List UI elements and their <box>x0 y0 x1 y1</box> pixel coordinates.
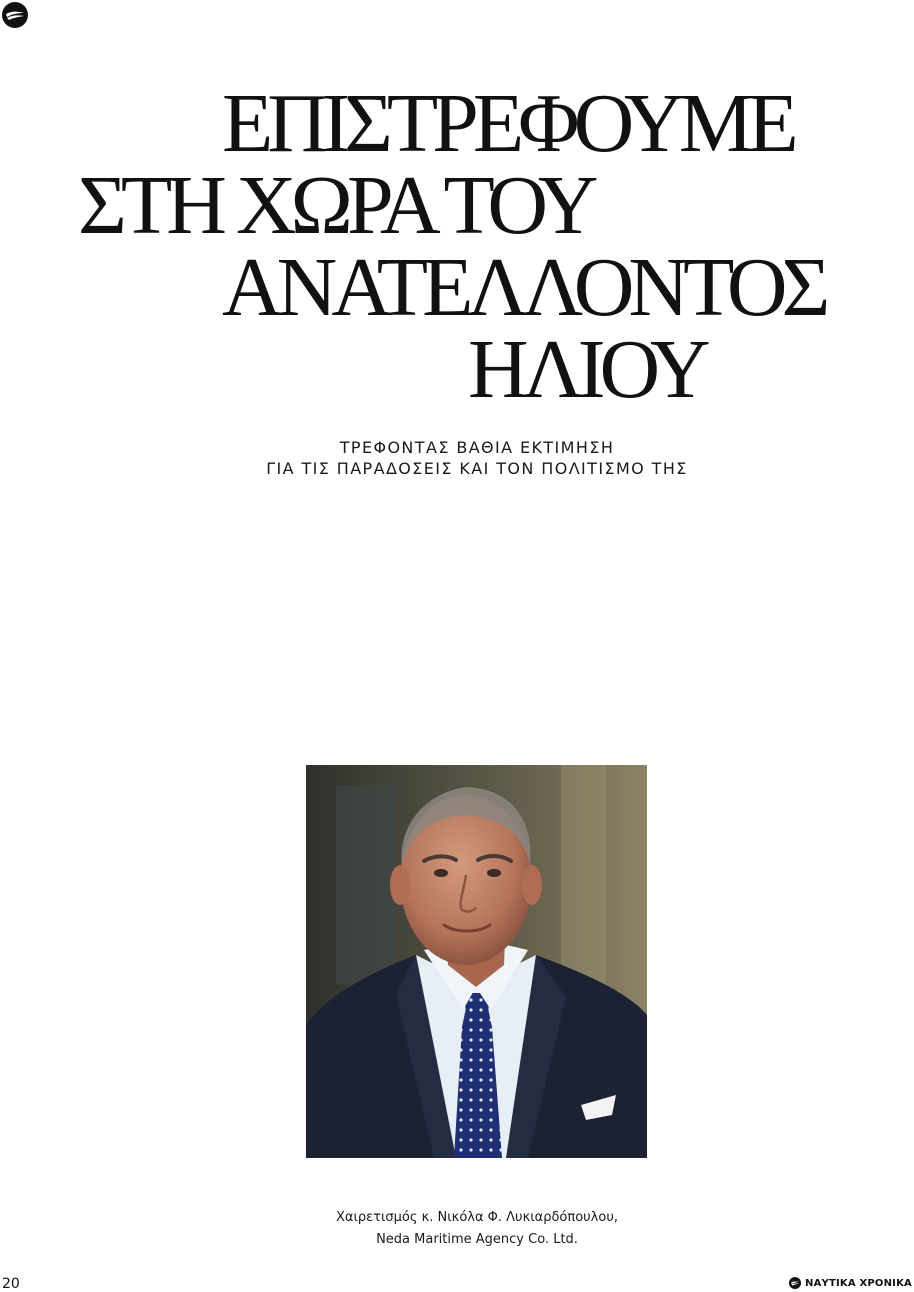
page-number: 20 <box>2 1276 20 1292</box>
publication-logo-icon <box>2 2 28 28</box>
headline-line-1: ΕΠΙΣΤΡΕΦΟΥΜΕ <box>222 77 793 170</box>
subtitle-line-1: ΤΡΕΦΟΝΤΑΣ ΒΑΘΙΑ ΕΚΤΙΜΗΣΗ <box>339 438 615 457</box>
headline-line-3: ΑΝΑΤΕΛΛΟΝΤΟΣ <box>222 241 825 334</box>
headline-line-4: ΗΛΙΟΥ <box>468 323 705 416</box>
brand-name: ΝΑΥΤΙΚΑ ΧΡΟΝΙΚΑ <box>805 1277 912 1289</box>
caption-line-2: Neda Maritime Agency Co. Ltd. <box>376 1232 578 1247</box>
headline-line-2: ΣΤΗ ΧΩΡΑ ΤΟΥ <box>78 159 593 252</box>
portrait-photo <box>306 765 647 1158</box>
subtitle-line-2: ΓΙΑ ΤΙΣ ΠΑΡΑΔΟΣΕΙΣ ΚΑΙ ΤΟΝ ΠΟΛΙΤΙΣΜΟ ΤΗΣ <box>266 459 688 478</box>
article-headline <box>0 70 914 416</box>
brand-logo-icon <box>789 1277 801 1289</box>
footer-brand <box>789 1277 912 1289</box>
article-subtitle <box>0 437 914 479</box>
caption-line-1: Χαιρετισμός κ. Νικόλα Φ. Λυκιαρδόπουλου, <box>336 1210 618 1225</box>
photo-caption <box>0 1207 914 1251</box>
